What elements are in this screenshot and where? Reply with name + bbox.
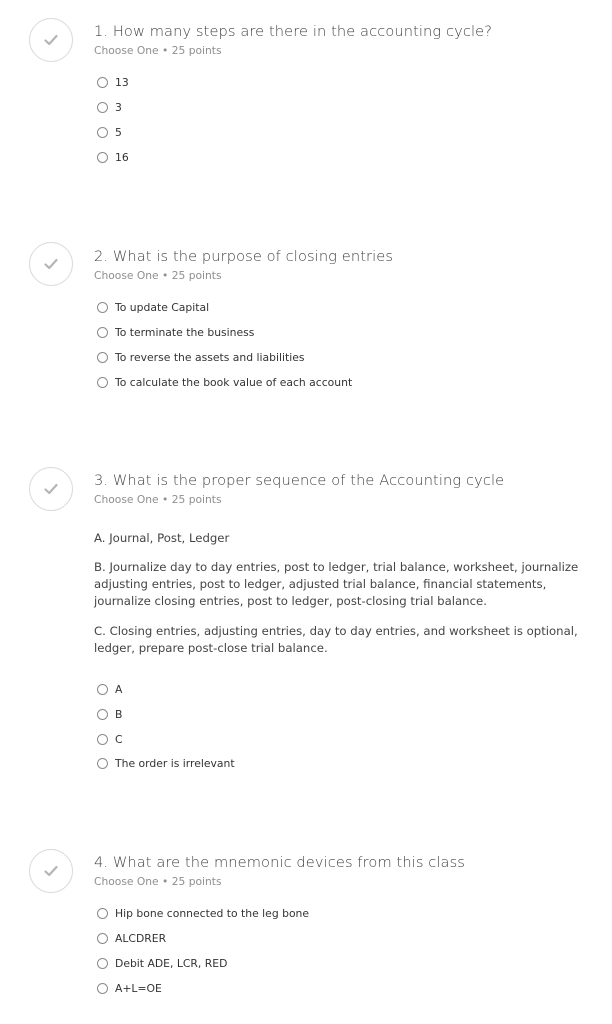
radio-button[interactable] xyxy=(97,302,108,313)
question-body-paragraph: A. Journal, Post, Ledger xyxy=(94,531,230,545)
radio-button[interactable] xyxy=(97,958,108,969)
radio-button[interactable] xyxy=(97,127,108,138)
question-title: 3. What is the proper sequence of the Accounting cycle xyxy=(94,472,505,489)
question-body-paragraph: C. Closing entries, adjusting entries, day to day entries, and worksheet is optional, ledger, prepare post-close trial balance. xyxy=(94,624,578,655)
radio-button[interactable] xyxy=(97,758,108,769)
question-title: 2. What is the purpose of closing entries xyxy=(94,248,394,265)
option-label: 13 xyxy=(115,75,129,89)
question-meta: Choose One • 25 points xyxy=(94,269,222,282)
question-title: 1. How many steps are there in the accounting cycle? xyxy=(94,23,493,40)
option-radio[interactable] xyxy=(97,906,309,920)
option-radio[interactable] xyxy=(97,350,304,364)
option-radio[interactable] xyxy=(97,756,235,770)
option-label: C xyxy=(115,732,123,746)
question-status-circle xyxy=(29,18,73,62)
question-status-circle xyxy=(29,242,73,286)
option-label: 5 xyxy=(115,125,122,139)
radio-button[interactable] xyxy=(97,377,108,388)
option-label: To terminate the business xyxy=(115,325,255,339)
option-radio[interactable] xyxy=(97,325,254,339)
check-icon xyxy=(44,865,58,877)
option-label: To update Capital xyxy=(115,300,210,314)
question-meta: Choose One • 25 points xyxy=(94,493,222,506)
question-status-circle xyxy=(29,849,73,893)
option-radio[interactable] xyxy=(97,682,122,696)
radio-button[interactable] xyxy=(97,983,108,994)
question-meta: Choose One • 25 points xyxy=(94,875,222,888)
option-label: Debit ADE, LCR, RED xyxy=(115,956,228,970)
question-title: 4. What are the mnemonic devices from this class xyxy=(94,854,466,871)
question-status-circle xyxy=(29,467,73,511)
option-radio[interactable] xyxy=(97,375,352,389)
option-radio[interactable] xyxy=(97,707,122,721)
option-radio[interactable] xyxy=(97,125,122,139)
option-label: 16 xyxy=(115,150,129,164)
option-radio[interactable] xyxy=(97,100,122,114)
option-radio[interactable] xyxy=(97,956,227,970)
radio-button[interactable] xyxy=(97,684,108,695)
radio-button[interactable] xyxy=(97,102,108,113)
option-radio[interactable] xyxy=(97,981,162,995)
question-meta: Choose One • 25 points xyxy=(94,44,222,57)
radio-button[interactable] xyxy=(97,933,108,944)
radio-button[interactable] xyxy=(97,709,108,720)
check-icon xyxy=(44,258,58,270)
check-icon xyxy=(44,34,58,46)
option-label: A+L=OE xyxy=(115,981,162,995)
check-icon xyxy=(44,483,58,495)
option-radio[interactable] xyxy=(97,150,129,164)
option-label: ALCDRER xyxy=(115,931,167,945)
option-label: B xyxy=(115,707,123,721)
option-label: 3 xyxy=(115,100,122,114)
option-label: A xyxy=(115,682,123,696)
option-radio[interactable] xyxy=(97,732,123,746)
option-label: To reverse the assets and liabilities xyxy=(115,350,305,364)
radio-button[interactable] xyxy=(97,152,108,163)
option-label: To calculate the book value of each account xyxy=(115,375,353,389)
radio-button[interactable] xyxy=(97,77,108,88)
option-radio[interactable] xyxy=(97,931,166,945)
radio-button[interactable] xyxy=(97,734,108,745)
option-radio[interactable] xyxy=(97,75,129,89)
radio-button[interactable] xyxy=(97,908,108,919)
option-label: The order is irrelevant xyxy=(115,756,235,770)
radio-button[interactable] xyxy=(97,352,108,363)
question-body-paragraph: B. Journalize day to day entries, post to ledger, trial balance, worksheet, journalize adjusting entries, post to ledger, adjusted trial balance, financial statements, journalize closing entries, post to ledger, post-closing trial balance. xyxy=(94,560,579,608)
radio-button[interactable] xyxy=(97,327,108,338)
option-label: Hip bone connected to the leg bone xyxy=(115,906,310,920)
option-radio[interactable] xyxy=(97,300,209,314)
